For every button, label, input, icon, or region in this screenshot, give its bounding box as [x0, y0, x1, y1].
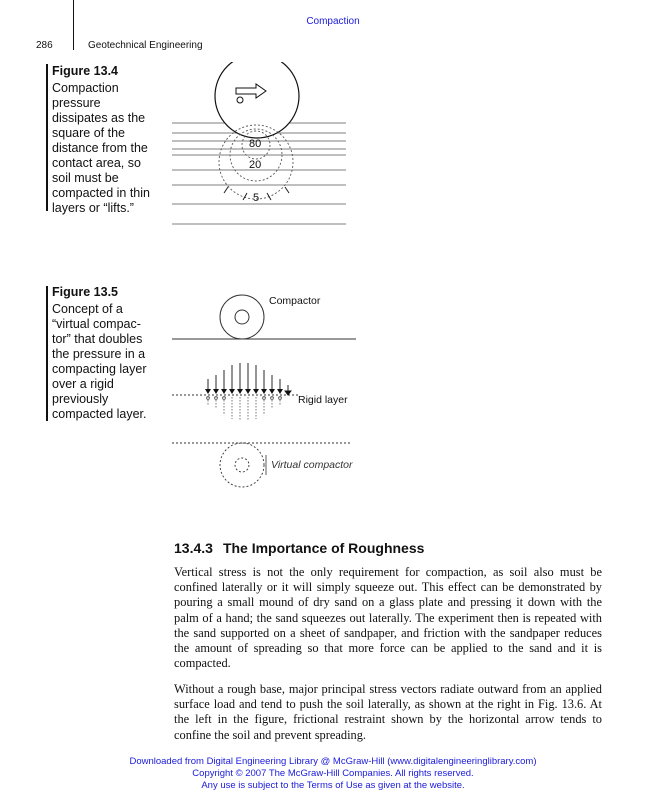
- running-head-topic: Compaction: [306, 16, 360, 27]
- roller-circle: [215, 62, 299, 138]
- section-title: The Importance of Roughness: [222, 540, 425, 556]
- caption-bar-13-5: [46, 286, 48, 421]
- compactor-label: Compactor: [269, 295, 321, 307]
- pressure-label-20: 20: [249, 159, 262, 171]
- figure-13-4-text: Compaction pressure dissipates as the square of the distance from the contact area, so soil must be compacted in thin layers or “lifts.”: [52, 81, 150, 215]
- body-paragraph-1: Vertical stress is not the only requirement for compaction, as soil also must be confined laterally or it will simply squeeze out. This effect can be demonstrated by pouring a small mound of dry sand on a glass plate and pressing it down with the palm of a hand; the sand squeezes out laterally. The experiment then is repeated with the sand supported on a sheet of sandpaper, and friction with the sandpaper reduces the amount of spreading so that more force can be applied to the sand and it is compacted.: [174, 565, 602, 671]
- side-arrow-icon: [285, 385, 291, 395]
- book-title: Geotechnical Engineering: [88, 40, 203, 51]
- footer-terms-link[interactable]: Any use is subject to the Terms of Use as given at the website.: [201, 780, 465, 791]
- reflected-arrows: [208, 397, 280, 421]
- caption-bar-13-4: [46, 64, 48, 211]
- section-number: 13.4.3: [174, 540, 213, 556]
- header-divider: [73, 0, 74, 50]
- footer-download-link[interactable]: Downloaded from Digital Engineering Library @ McGraw-Hill (www.digitalengineeringlibrary.com): [129, 756, 537, 767]
- section-heading: [174, 540, 424, 556]
- pressure-arrowheads: [205, 389, 283, 394]
- virtual-compactor-hub: [235, 458, 249, 472]
- figure-13-4-label: Figure 13.4: [52, 64, 118, 78]
- figure-13-5-text-end: .: [143, 407, 147, 421]
- pressure-label-80: 80: [249, 138, 262, 150]
- pressure-label-5: 5: [253, 192, 260, 204]
- rigid-layer-label: Rigid layer: [298, 394, 348, 406]
- virtual-compactor-circle: [220, 443, 264, 487]
- figure-13-5-caption: [52, 285, 158, 422]
- figure-13-5-text: Concept of a “virtual compac-tor” that doubles the pressure in a compacting layer over a rigid previously compacted layer: [52, 302, 147, 421]
- figure-13-4-caption: [52, 64, 158, 216]
- figure-13-5-diagram: [168, 285, 368, 495]
- pressure-arrows: [208, 363, 280, 391]
- compactor-circle: [220, 295, 264, 339]
- footer-copyright: Copyright © 2007 The McGraw-Hill Companies. All rights reserved.: [192, 768, 474, 779]
- body-paragraph-2: Without a rough base, major principal stress vectors radiate outward from an applied surface load and tend to push the soil laterally, as shown at the right in Fig. 13.6. At the left in the figure, frictional restraint shown by the horizontal arrow tends to confine the soil and prevent spreading.: [174, 682, 602, 742]
- reflected-arrow-tails: [207, 397, 282, 400]
- figure-13-5-label: Figure 13.5: [52, 285, 118, 299]
- figure-13-4-diagram: [170, 62, 350, 232]
- page-number: 286: [36, 40, 53, 51]
- virtual-compactor-label: Virtual compactor: [271, 459, 353, 471]
